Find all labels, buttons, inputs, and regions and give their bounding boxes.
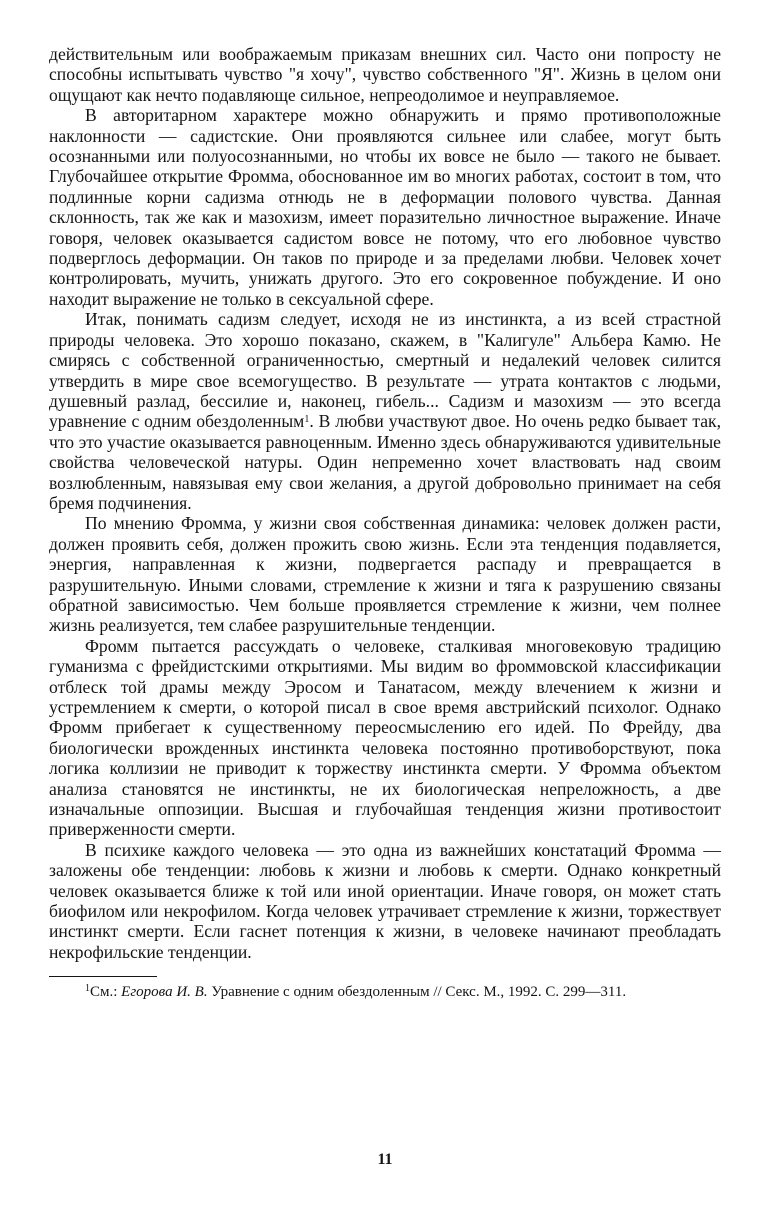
footnote-divider: [49, 976, 157, 977]
paragraph-sadism: В авторитарном характере можно обнаружить и прямо противоположные наклонности — садистские. Они проявляются сильнее или слабее, могут быть осознанными или полуосознанными, но чтобы их вовсе не было — такого не бывает. Глубочайшее открытие Фромма, обоснованное им во многих работах, состоит в том, что подлинные корни садизма отнюдь не в деформации полового чувства. Данная склонность, так же как и мазохизм, имеет поразительно личностное выражение. Иначе говоря, человек оказывается садистом вовсе не потому, что его любовное чувство подверглось деформации. Он таков по природе и за пределами любви. Человек хочет контролировать, мучить, унижать другого. Это его сокровенное побуждение. И оно находит выражение не только в сексуальной сфере.: [49, 105, 721, 309]
paragraph-continuation: действительным или воображаемым приказам внешних сил. Часто они попросту не способны испытывать чувство "я хочу", чувство собственного "Я". Жизнь в целом они ощущают как нечто подавляюще сильное, непреодолимое и неуправляемое.: [49, 44, 721, 105]
paragraph-biophilia: В психике каждого человека — это одна из важнейших констатаций Фромма — заложены обе тенденции: любовь к жизни и любовь к смерти. Однако конкретный человек оказывается ближе к той или иной ориентации. Иначе говоря, он может стать биофилом или некрофилом. Когда человек утрачивает стремление к жизни, торжествует инстинкт смерти. Если гаснет потенция к жизни, в человеке начинают преобладать некрофильские тенденции.: [49, 839, 721, 962]
footnote-title: Уравнение с одним обездоленным // Секс. М., 1992. С. 299—311.: [207, 984, 627, 1001]
paragraph-caligula: [49, 309, 721, 513]
paragraph-life-dynamics: По мнению Фромма, у жизни своя собственная динамика: человек должен расти, должен проявить себя, должен прожить свою жизнь. Если эта тенденция подавляется, энергия, направленная к жизни, подвергается распаду и превращается в разрушительную. Иными словами, стремление к жизни и тяга к разрушению связаны обратной зависимостью. Чем больше проявляется стремление к жизни, чем полнее жизнь реализуется, тем слабее разрушительные тенденции.: [49, 513, 721, 636]
footnote-mark: 1: [85, 983, 90, 995]
footnote: [49, 983, 721, 1001]
paragraph-caligula-text-end: . В любви участвуют двое. Но очень редко бывает так, что это участие оказывается равноценным. Именно здесь обнаруживаются удивительные свойства человеческой натуры. Один непременно хочет властвовать над своим возлюбленным, навязывая ему свои желания, а другой добровольно принимает на себя бремя подчинения.: [49, 411, 721, 513]
book-page: [49, 44, 721, 1194]
page-number: 11: [377, 1151, 393, 1168]
footnote-author: Егорова И. В.: [121, 984, 208, 1001]
paragraph-eros-thanatos: Фромм пытается рассуждать о человеке, сталкивая многовековую традицию гуманизма с фрейдистскими открытиями. Мы видим во фроммовской классификации отблеск той драмы между Эросом и Танатасом, между влечением к жизни и устремлением к смерти, о которой писал в свое время австрийский психолог. Однако Фромм прибегает к существенному переосмыслению его идей. По Фрейду, два биологически врожденных инстинкта человека постоянно противоборствуют, пока логика коллизии не приводит к торжеству инстинкта смерти. У Фромма объектом анализа становятся не инстинкты, не их биологическая непреложность, а две изначальные оппозиции. Высшая и глубочайшая тенденция жизни противостоит приверженности смерти.: [49, 635, 721, 840]
footnote-reference-mark[interactable]: 1: [304, 414, 310, 426]
footnote-prefix: См.:: [90, 984, 122, 1001]
paragraph-caligula-text-start: Итак, понимать садизм следует, исходя не из инстинкта, а из всей страстной природы человека. Это хорошо показано, скажем, в "Калигуле" Альбера Камю. Не смирясь с собственной ограниченностью, смертный и недалекий человек силится утвердить в мире свое всемогущество. В результате — утрата контактов с людьми, душевный разлад, бессилие и, наконец, гибель... Садизм и мазохизм — это всегда уравнение с одним обездоленным: [49, 309, 721, 432]
